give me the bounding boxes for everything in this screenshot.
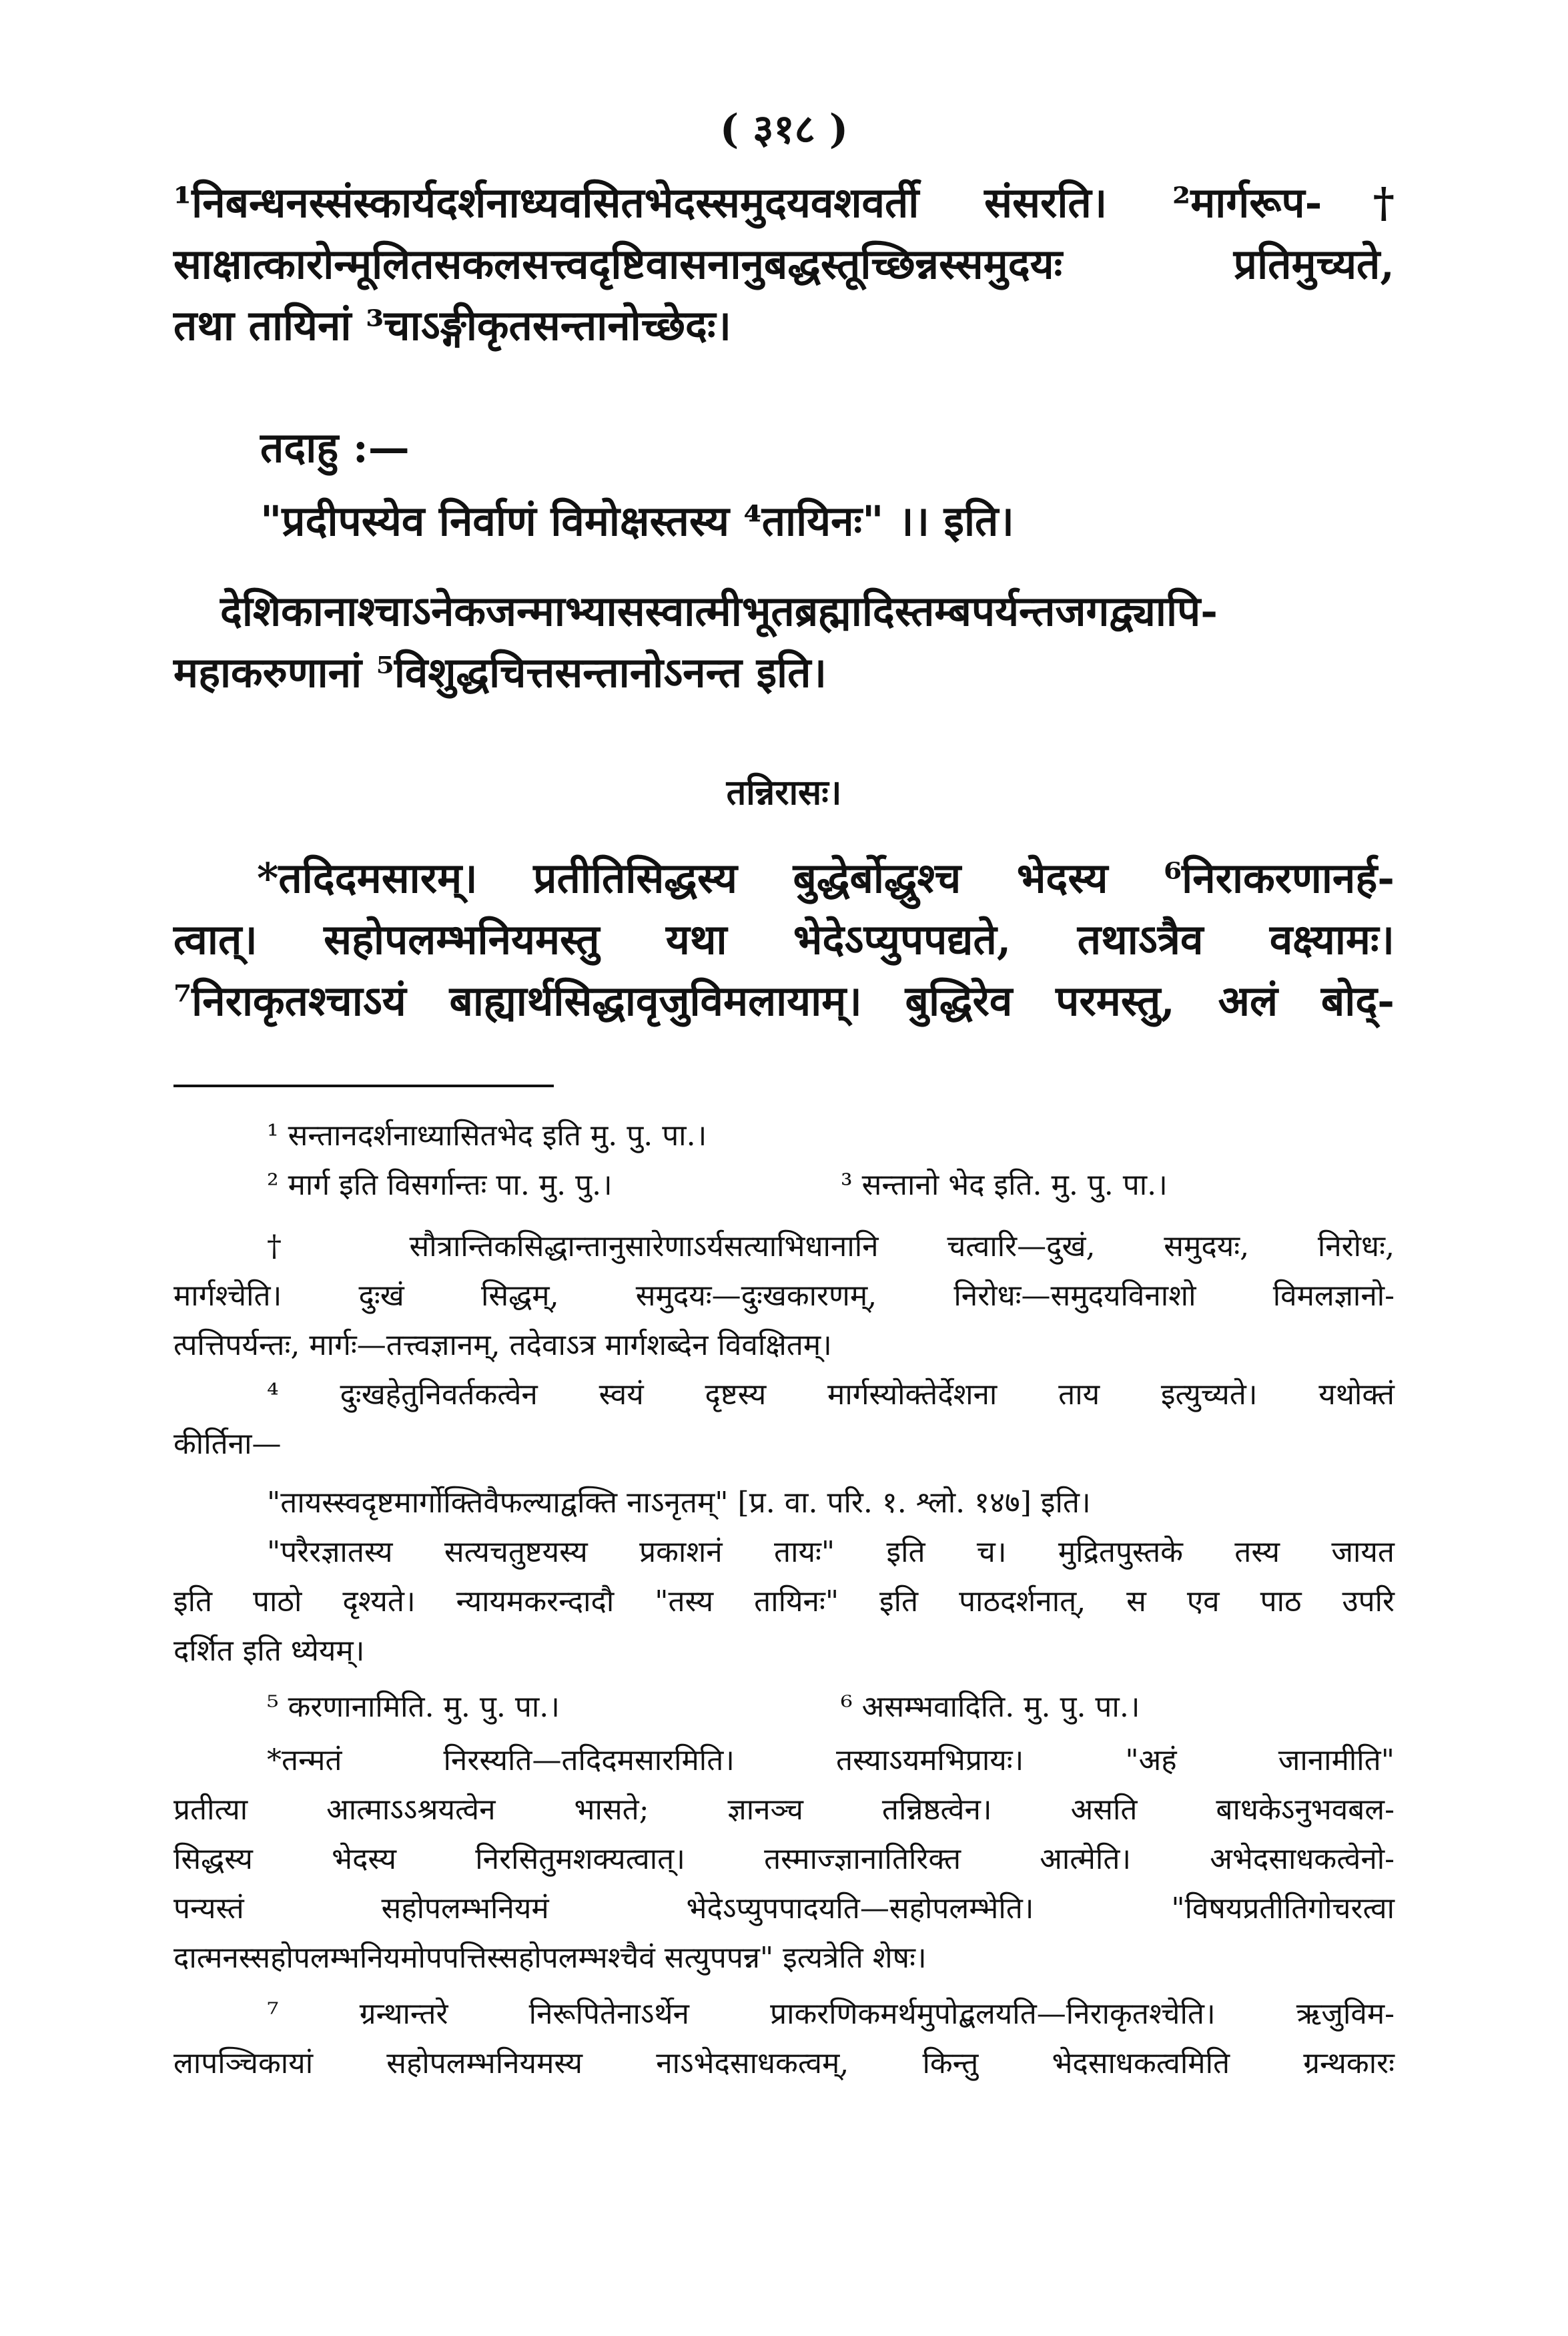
footnote-5: ⁵ करणानामिति. मु. पु. पा.। bbox=[267, 1690, 560, 1724]
footnote-divider bbox=[173, 1085, 554, 1087]
main-paragraph-2 bbox=[173, 581, 1395, 703]
main-line: ¹निबन्धनस्संस्कार्यदर्शनाध्यवसितभेदस्समुदयवशवर्ती संसरति। ²मार्गरूप-† bbox=[173, 178, 1395, 227]
footnotes bbox=[173, 1111, 1395, 2088]
footnote-1: ¹ सन्तानदर्शनाध्यासितभेद इति मु. पु. पा.। bbox=[267, 1119, 707, 1153]
main-line: देशिकानाश्चाऽनेकजन्माभ्यासस्वात्मीभूतब्रह्मादिस्तम्बपर्यन्तजगद्व्यापि- bbox=[220, 587, 1218, 635]
verse-quote: "प्रदीपस्येव निर्वाणं विमोक्षस्तस्य ⁴तायिनः" ।। इति। bbox=[260, 497, 1014, 545]
main-line: *तदिदमसारम्। प्रतीतिसिद्धस्य बुद्धेर्बोद्धुश्च भेदस्य ⁶निराकरणानर्ह- bbox=[257, 854, 1395, 902]
footnote-4: दर्शित इति ध्येयम्। bbox=[173, 1634, 365, 1668]
footnote-4: इति पाठो दृश्यते। न्यायमकरन्दादौ "तस्य तायिनः" इति पाठदर्शनात्, स एव पाठ उपरि bbox=[173, 1584, 1395, 1619]
footnote-7: ⁷ ग्रन्थान्तरे निरूपितेनाऽर्थेन प्राकरणिकमर्थमुपोद्बलयति—निराकृतश्चेति। ऋजुविम- bbox=[267, 1997, 1395, 2031]
footnote-6: ⁶ असम्भवादिति. मु. पु. पा.। bbox=[841, 1690, 1140, 1724]
main-line: महाकरुणानां ⁵विशुद्धचित्तसन्तानोऽनन्त इति। bbox=[173, 648, 827, 697]
footnote-3: ³ सन्तानो भेद इति. मु. पु. पा.। bbox=[841, 1168, 1168, 1202]
footnote-4: कीर्तिना— bbox=[173, 1427, 282, 1461]
footnote-7: लापञ्चिकायां सहोपलम्भनियमस्य नाऽभेदसाधकत्वम्, किन्तु भेदसाधकत्वमिति ग्रन्थकारः bbox=[173, 2046, 1395, 2080]
section-heading: तन्निरासः। bbox=[726, 772, 842, 813]
tadahu-label: तदाहु :— bbox=[260, 423, 410, 472]
main-line: साक्षात्कारोन्मूलितसकलसत्त्वदृष्टिवासनानुबद्धस्तूच्छिन्नस्समुदयः प्रतिमुच्यते, bbox=[173, 240, 1395, 288]
main-paragraph-3 bbox=[173, 848, 1395, 1032]
footnote-dagger: त्पत्तिपर्यन्तः, मार्गः—तत्त्वज्ञानम्, तदेवाऽत्र मार्गशब्देन विवक्षितम्। bbox=[173, 1328, 832, 1362]
footnote-star: *तन्मतं निरस्यति—तदिदमसारमिति। तस्याऽयमभिप्रायः। "अहं जानामीति" bbox=[267, 1743, 1395, 1777]
footnote-4: "परैरज्ञातस्य सत्यचतुष्टयस्य प्रकाशनं तायः" इति च। मुद्रितपुस्तके तस्य जायत bbox=[267, 1535, 1395, 1569]
footnote-star: प्रतीत्या आत्माऽऽश्रयत्वेन भासते; ज्ञानञ्च तन्निष्ठत्वेन। असति बाधकेऽनुभवबल- bbox=[173, 1793, 1395, 1827]
footnote-star: दात्मनस्सहोपलम्भनियमोपपत्तिस्सहोपलम्भश्चैवं सत्युपपन्न" इत्यत्रेति शेषः। bbox=[173, 1941, 927, 1975]
footnote-star: पन्यस्तं सहोपलम्भनियमं भेदेऽप्युपपादयति—सहोपलम्भेति। "विषयप्रतीतिगोचरत्वा bbox=[173, 1891, 1395, 1926]
footnote-4: ⁴ दुःखहेतुनिवर्तकत्वेन स्वयं दृष्टस्य मार्गस्योक्तेर्देशना ताय इत्युच्यते। यथोक्तं bbox=[267, 1378, 1395, 1412]
footnote-row bbox=[173, 1161, 1395, 1210]
footnote-star: सिद्धस्य भेदस्य निरसितुमशक्यत्वात्। तस्माज्ज्ञानातिरिक्त आत्मेति। अभेदसाधकत्वेनो- bbox=[173, 1842, 1395, 1876]
footnote-4: "तायस्स्वदृष्टमार्गोक्तिवैफल्याद्वक्ति नाऽनृतम्" [प्र. वा. परि. १. श्लो. १४७] इति। bbox=[267, 1486, 1091, 1520]
main-paragraph-1 bbox=[173, 172, 1395, 356]
footnote-dagger: मार्गश्चेति। दुःखं सिद्धम्, समुदयः—दुःखकारणम्, निरोधः—समुदयविनाशो विमलज्ञानो- bbox=[173, 1279, 1395, 1313]
footnote-2: ² मार्ग इति विसर्गान्तः पा. मु. पु.। bbox=[267, 1168, 613, 1202]
footnote-dagger: † सौत्रान्तिकसिद्धान्तानुसारेणाऽर्यसत्याभिधानानि चत्वारि—दुखं, समुदयः, निरोधः, bbox=[267, 1229, 1395, 1263]
main-line: ⁷निराकृतश्चाऽयं बाह्यार्थसिद्धावृजुविमलायाम्। बुद्धिरेव परमस्तु, अलं बोद्- bbox=[173, 976, 1395, 1025]
page-number: ( ३१८ ) bbox=[719, 106, 849, 153]
main-line: त्वात्। सहोपलम्भनियमस्तु यथा भेदेऽप्युपपद्यते, तथाऽत्रैव वक्ष्यामः। bbox=[173, 915, 1395, 964]
footnote-row bbox=[173, 1676, 1395, 1732]
main-line: तथा तायिनां ³चाऽङ्गीकृतसन्तानोच्छेदः। bbox=[173, 301, 731, 350]
